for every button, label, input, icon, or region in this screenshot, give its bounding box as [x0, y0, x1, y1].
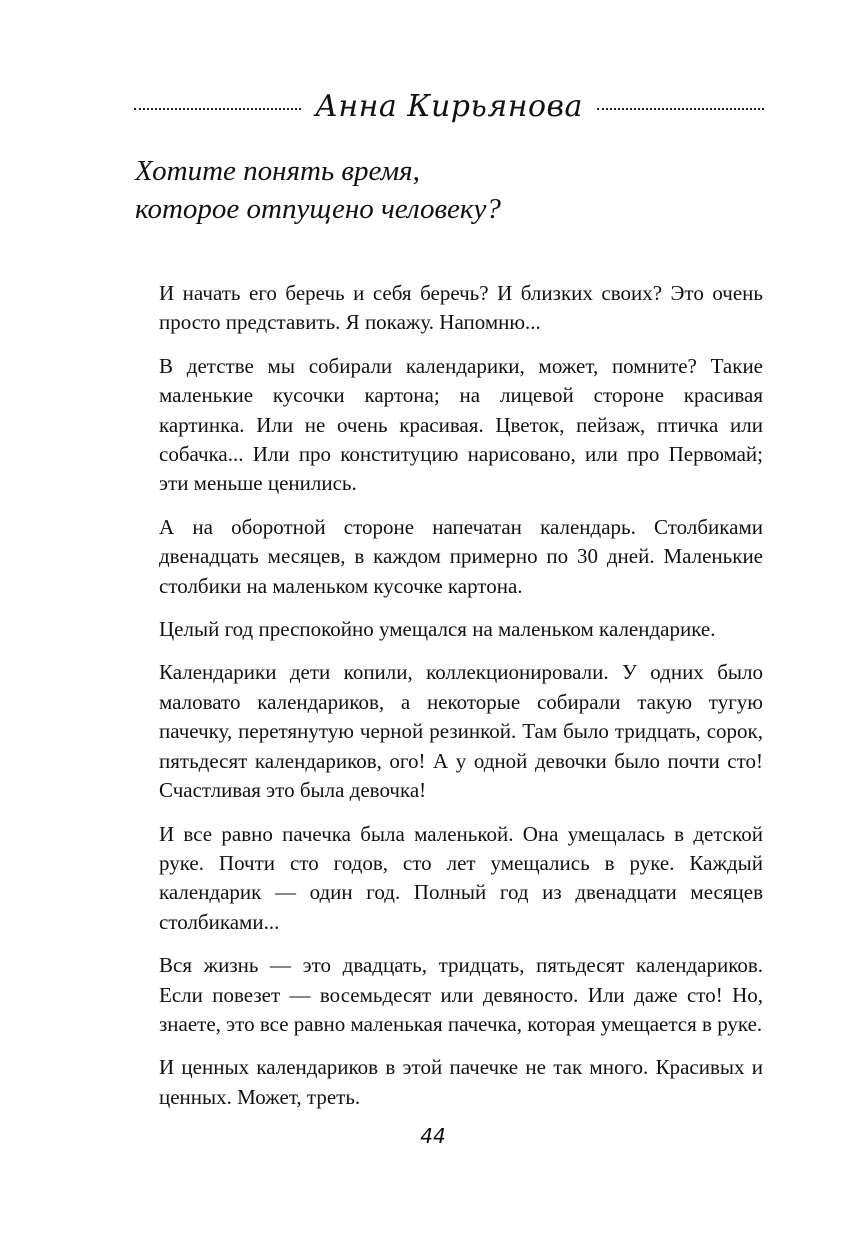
- paragraph: А на оборотной стороне напечатан календарь. Столбиками двенадцать месяцев, в каждом примерно по 30 дней. Маленькие столбики на маленьком кусочке картона.: [159, 514, 763, 598]
- paragraph: И начать его беречь и себя беречь? И близких своих? Это очень просто представить. Я покажу. Напомню...: [159, 281, 763, 335]
- paragraph: Целый год преспокойно умещался на маленьком календарике.: [159, 617, 716, 642]
- paragraph: В детстве мы собирали календарики, может, помните? Такие маленькие кусочки картона; на лицевой стороне красивая картинка. Или не очень красивая. Цветок, пейзаж, птичка или собачка... Или про конституцию нарисовано, или про Первомай; эти меньше ценились.: [159, 353, 763, 496]
- running-header: [134, 78, 764, 134]
- paragraph: Календарики дети копили, коллекционировали. У одних было маловато календариков, а некоторые собирали такую тугую пачечку, перетянутую черной резинкой. Там было тридцать, сорок, пятьдесят календариков, ого! А у одной девочки было почти сто! Счастливая это была девочка!: [159, 660, 763, 803]
- header-rule-left: [134, 108, 301, 110]
- body-text: [159, 279, 763, 1126]
- chapter-title: [135, 152, 755, 228]
- paragraph: И все равно пачечка была маленькой. Она умещалась в детской руке. Почти сто годов, сто лет умещались в руке. Каждый календарик — один год. Полный год из двенадцати месяцев столбиками...: [159, 821, 763, 934]
- author-signature: Анна Кирьянова: [315, 88, 583, 124]
- chapter-title-line-2: которое отпущено человеку?: [135, 193, 501, 225]
- chapter-title-line-1: Хотите понять время,: [135, 155, 420, 187]
- paragraph: Вся жизнь — это двадцать, тридцать, пятьдесят календариков. Если повезет — восемьдесят или девяносто. Или даже сто! Но, знаете, это все равно маленькая пачечка, которая умещается в руке.: [159, 953, 763, 1036]
- paragraph: И ценных календариков в этой пачечке не так много. Красивых и ценных. Может, треть.: [159, 1055, 763, 1109]
- page-number: 44: [420, 1124, 446, 1148]
- header-rule-right: [597, 108, 764, 110]
